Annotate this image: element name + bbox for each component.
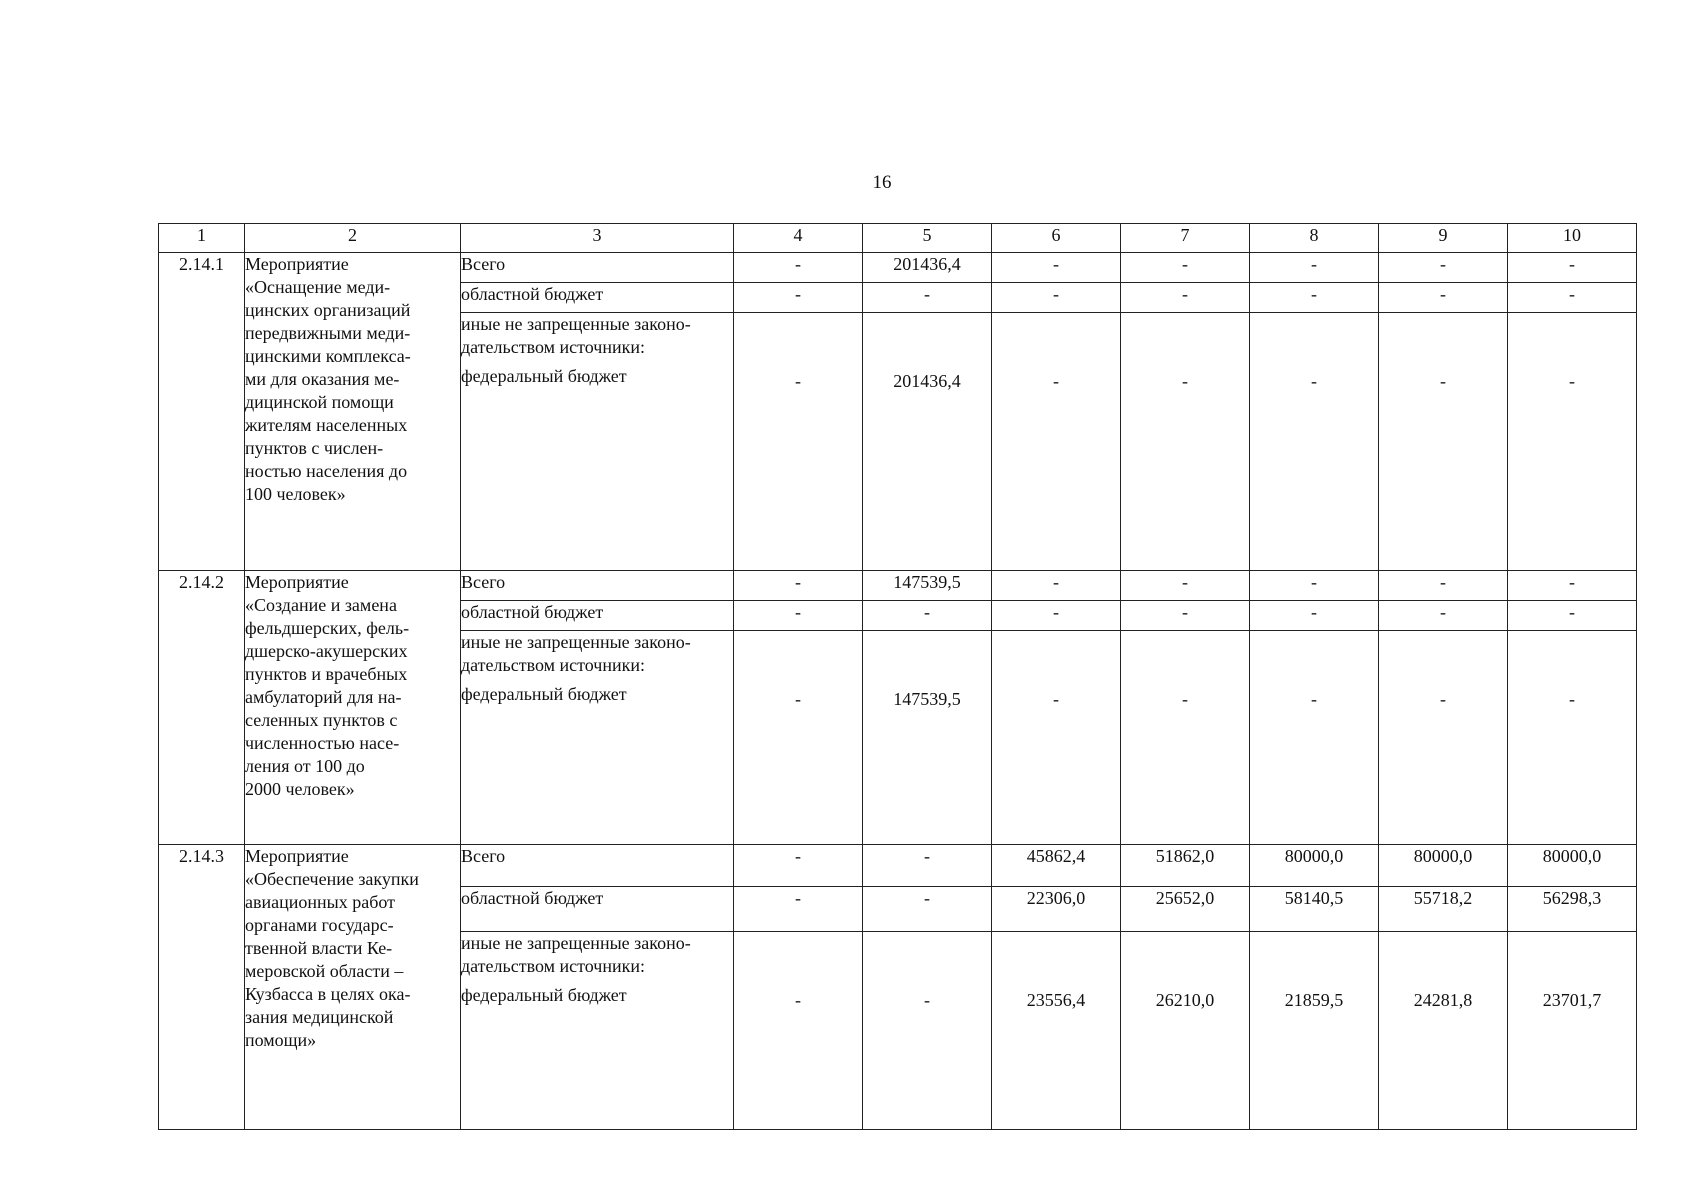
value-cell: -: [1250, 313, 1379, 571]
value-cell: -: [734, 571, 863, 601]
col-header: 3: [461, 224, 734, 253]
item-name: Мероприятие «Обеспечение закупки авиационных работ органами государс- твенной власти Ке- меровской области – Кузбасса в целях ока- зания медицинской помощи»: [245, 845, 461, 1130]
value-cell: 25652,0: [1121, 887, 1250, 932]
source-label-line: дательством источники:: [461, 655, 645, 675]
item-name: Мероприятие «Оснащение меди- цинских организаций передвижными меди- цинскими комплекса- ми для оказания ме- дицинской помощи жителям населенных пунктов с числен- ностью населения до 100 человек»: [245, 253, 461, 571]
value-cell: -: [1250, 283, 1379, 313]
page-number: 16: [872, 172, 892, 193]
source-label-line: иные не запрещенные законо-: [461, 632, 691, 652]
value-cell: -: [1250, 571, 1379, 601]
value-cell: -: [992, 313, 1121, 571]
source-label-total: Всего: [461, 571, 734, 601]
col-header: 7: [1121, 224, 1250, 253]
value-cell: 147539,5: [863, 571, 992, 601]
source-label-regional: областной бюджет: [461, 601, 734, 631]
value-cell: -: [734, 253, 863, 283]
value-cell: -: [1379, 571, 1508, 601]
item-number: 2.14.3: [159, 845, 245, 1130]
source-label-regional: областной бюджет: [461, 887, 734, 932]
value-cell: -: [1508, 313, 1637, 571]
value-cell: 56298,3: [1508, 887, 1637, 932]
value-cell: 45862,4: [992, 845, 1121, 887]
source-label-other: [461, 932, 734, 1130]
table-row-total: [159, 253, 1637, 283]
value-cell: -: [734, 631, 863, 845]
value-cell: -: [1379, 631, 1508, 845]
value-cell: -: [1508, 631, 1637, 845]
value-cell: -: [863, 601, 992, 631]
source-label-federal: федеральный бюджет: [461, 985, 627, 1005]
value-cell: 80000,0: [1250, 845, 1379, 887]
source-label-total: Всего: [461, 253, 734, 283]
item-number: 2.14.1: [159, 253, 245, 571]
value-cell: 80000,0: [1508, 845, 1637, 887]
value-cell: -: [1250, 631, 1379, 845]
value-cell: 80000,0: [1379, 845, 1508, 887]
source-label-line: дательством источники:: [461, 337, 645, 357]
value-cell: -: [734, 601, 863, 631]
value-cell: -: [1508, 601, 1637, 631]
value-cell: -: [1379, 601, 1508, 631]
value-cell: -: [734, 887, 863, 932]
source-label-total: Всего: [461, 845, 734, 887]
value-cell: -: [734, 313, 863, 571]
source-label-federal: федеральный бюджет: [461, 366, 627, 386]
value-cell: -: [1250, 601, 1379, 631]
value-cell: -: [1379, 253, 1508, 283]
source-label-line: иные не запрещенные законо-: [461, 314, 691, 334]
header-row: [159, 224, 1637, 253]
value-cell: -: [863, 932, 992, 1130]
value-cell: -: [863, 845, 992, 887]
source-label-other: [461, 631, 734, 845]
col-header: 4: [734, 224, 863, 253]
value-cell: -: [992, 601, 1121, 631]
value-cell: -: [734, 845, 863, 887]
source-label-federal: федеральный бюджет: [461, 684, 627, 704]
value-cell: -: [1250, 253, 1379, 283]
value-cell: -: [1508, 283, 1637, 313]
value-cell: -: [1121, 253, 1250, 283]
value-cell: -: [734, 283, 863, 313]
value-cell: -: [992, 631, 1121, 845]
col-header: 8: [1250, 224, 1379, 253]
col-header: 2: [245, 224, 461, 253]
source-label-regional: областной бюджет: [461, 283, 734, 313]
value-cell: -: [1121, 313, 1250, 571]
value-cell: 23556,4: [992, 932, 1121, 1130]
value-cell: -: [1379, 283, 1508, 313]
value-cell: -: [992, 253, 1121, 283]
value-cell: 55718,2: [1379, 887, 1508, 932]
value-cell: -: [992, 283, 1121, 313]
value-cell: -: [863, 283, 992, 313]
value-cell: -: [1508, 571, 1637, 601]
value-cell: -: [1508, 253, 1637, 283]
value-cell: 58140,5: [1250, 887, 1379, 932]
value-cell: 21859,5: [1250, 932, 1379, 1130]
value-cell: -: [1121, 571, 1250, 601]
source-label-other: [461, 313, 734, 571]
value-cell: 147539,5: [863, 631, 992, 845]
value-cell: -: [1121, 283, 1250, 313]
value-cell: -: [863, 887, 992, 932]
value-cell: 26210,0: [1121, 932, 1250, 1130]
col-header: 10: [1508, 224, 1637, 253]
source-label-line: иные не запрещенные законо-: [461, 933, 691, 953]
item-name: Мероприятие «Создание и замена фельдшерских, фель- дшерско-акушерских пунктов и врачебных амбулаторий для на- селенных пунктов с численностью насе- ления от 100 до 2000 человек»: [245, 571, 461, 845]
table-row-total: [159, 571, 1637, 601]
col-header: 6: [992, 224, 1121, 253]
value-cell: 22306,0: [992, 887, 1121, 932]
value-cell: 201436,4: [863, 313, 992, 571]
value-cell: -: [734, 932, 863, 1130]
col-header: 1: [159, 224, 245, 253]
value-cell: -: [1121, 601, 1250, 631]
col-header: 5: [863, 224, 992, 253]
item-number: 2.14.2: [159, 571, 245, 845]
table-row-total: [159, 845, 1637, 887]
value-cell: 51862,0: [1121, 845, 1250, 887]
source-label-line: дательством источники:: [461, 956, 645, 976]
value-cell: 24281,8: [1379, 932, 1508, 1130]
value-cell: -: [1379, 313, 1508, 571]
value-cell: 23701,7: [1508, 932, 1637, 1130]
value-cell: -: [992, 571, 1121, 601]
col-header: 9: [1379, 224, 1508, 253]
value-cell: 201436,4: [863, 253, 992, 283]
budget-table: [158, 223, 1637, 1130]
value-cell: -: [1121, 631, 1250, 845]
